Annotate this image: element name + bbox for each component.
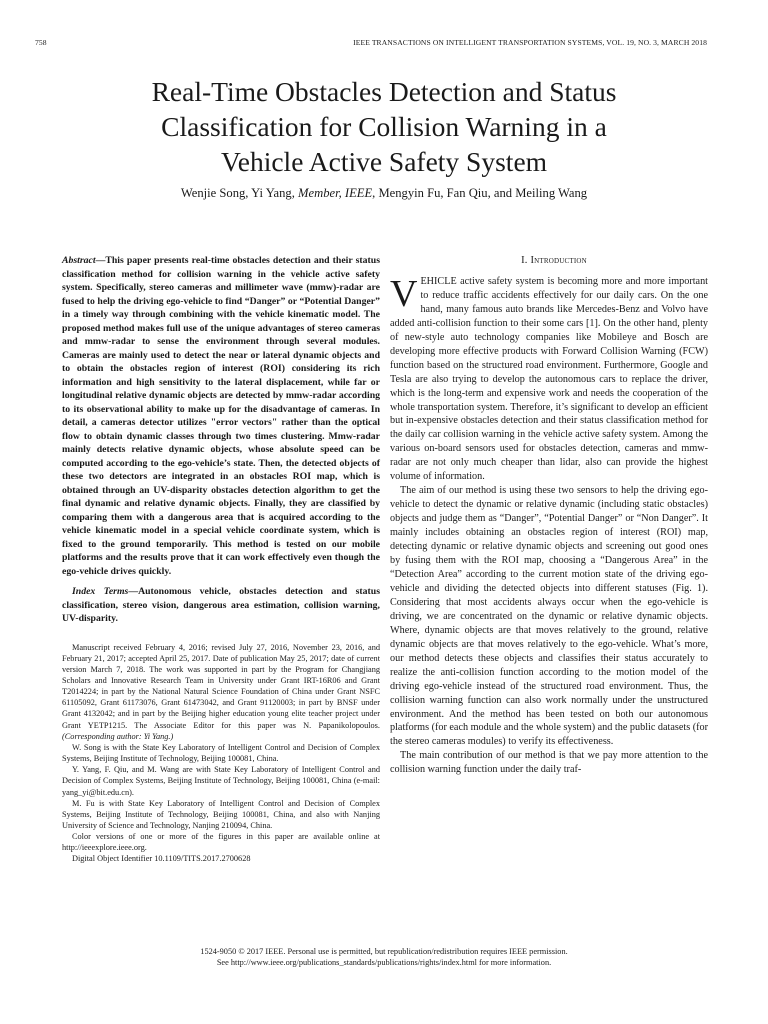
intro-paragraph: The main contribution of our method is that we pay more attention to the collision warning function under the daily traf- <box>390 750 708 776</box>
affiliation-note: Y. Yang, F. Qiu, and M. Wang are with State Key Laboratory of Intelligent Control and Decision of Complex Systems, Beijing Institute of Technology, Beijing 100081, China (e-mail: yang_yi@bit.edu.cn). <box>62 765 380 797</box>
abstract <box>62 254 380 578</box>
section-numeral: I. <box>521 255 531 266</box>
index-terms-text: —Autonomous vehicle, obstacles detection and status classification, stereo vision, dangerous area estimation, collision warning, UV-disparity. <box>62 586 381 624</box>
corresponding-author: (Corresponding author: Yi Yang.) <box>62 731 174 741</box>
title-line: Real-Time Obstacles Detection and Status <box>151 76 617 107</box>
manuscript-text: Manuscript received February 4, 2016; revised July 27, 2016, November 23, 2016, and February 21, 2017; accepted April 25, 2017. Date of publication May 25, 2017; date of current version March 7, 2018. The work was supported in part by the Program for Changjiang Scholars and Innovative Research Team in University under Grant IRT-16R06 and Grant T2014224; in part by the National Natural Science Foundation of China under Grant NSFC 61105092, Grant 61173076, Grant 61473042, and Grant 91120003; in part by BNSF under Grant 4132042; and in part by the Beijing higher education young elite teacher project under Grant YETP1215. The Associate Editor for this paper was N. Papanikolopoulos. <box>62 642 380 730</box>
copyright-notice <box>40 946 728 968</box>
intro-paragraph: The aim of our method is using these two sensors to help the driving ego-vehicle to detect the dynamic or relative dynamic (including static obstacles) objects and judge them as “Danger”, “Potential Danger” or “Non Danger”. It mainly includes obtaining an obstacles region of interest (ROI) map, detecting dynamic or relative dynamic objects and screening out good ones by fusing them with the ROI map, choosing a “Dangerous Area” in the “Detection Area” according to the current motion state of the driving ego-vehicle and dividing the detected objects into different statuses (Fig. 1). Considering that most accidents always occur when the ego-vehicle is driving, we are concentrated on the dynamic or relative dynamic objects. Where, dynamic objects are that moves relatively to the ground, relative dynamic objects are that moves relatively to the ego-vehicle. What’s more, our method detects these objects and classifies their status accurately to realize the anti-collision function according to the motion model of the driving ego-vehicle instead of the structured road environment. Thus, the collision warning function can also work normally under the unstructured environment. And the method has been tested on both our autonomous platforms (for each module and the whole system) and the public datasets (for the stereo cameras modules) to verify its effectiveness. <box>390 485 708 748</box>
member-designation: Member, IEEE <box>298 186 373 200</box>
doi-note: Digital Object Identifier 10.1109/TITS.2017.2700628 <box>72 854 251 864</box>
page-number: 758 <box>35 38 47 47</box>
abstract-label: Abstract <box>62 255 96 266</box>
title-line: Vehicle Active Safety System <box>220 146 548 177</box>
left-column <box>62 254 380 865</box>
authors-text: , Mengyin Fu, Fan Qiu, and Meiling Wang <box>372 186 588 200</box>
authors-text: Wenjie Song, Yi Yang, <box>180 186 299 200</box>
section-title: Introduction <box>530 255 587 266</box>
manuscript-note <box>62 642 380 742</box>
index-terms-label: Index Terms <box>72 586 129 597</box>
affiliation-note: W. Song is with the State Key Laboratory of Intelligent Control and Decision of Complex Systems, Beijing Institute of Technology, Beijing 100081, China. <box>62 742 380 764</box>
copyright-line: 1524-9050 © 2017 IEEE. Personal use is permitted, but republication/redistribution requires IEEE permission. <box>200 947 568 956</box>
index-terms <box>62 585 380 626</box>
right-column <box>390 254 708 777</box>
copyright-line: See http://www.ieee.org/publications_standards/publications/rights/index.html for more information. <box>216 958 552 967</box>
affiliation-note: M. Fu is with State Key Laboratory of Intelligent Control and Decision of Complex Systems, Beijing Institute of Technology, Beijing 100081, China, and also with Nanjing University of Science and Technology, Nanjing 210094, China. <box>62 798 380 830</box>
drop-cap: V <box>390 272 418 315</box>
author-list <box>40 186 728 201</box>
journal-name: IEEE TRANSACTIONS ON INTELLIGENT TRANSPORTATION SYSTEMS, VOL. 19, NO. 3, MARCH 2018 <box>353 38 707 47</box>
footnotes <box>62 642 380 865</box>
section-heading <box>390 254 708 268</box>
intro-paragraph <box>390 272 708 484</box>
color-note: Color versions of one or more of the figures in this paper are available online at http://ieeexplore.ieee.org. <box>62 832 380 853</box>
paragraph-text: EHICLE active safety system is becoming more and more important to reduce traffic accidents effectively for our daily cars. On the one hand, many famous auto brands like Mercedes-Benz and Volvo have added anti-collision function to their some cars [1]. On the other hand, plenty of new-style auto technology companies like Mobileye and Bosch are developing more effective products with Forward Collision Warning (FCW) function based on the structured road environment. Furthermore, Google and Tesla are also trying to develop the autonomous cars to replace the driver, which is the long-term and expensive work and needs the cooperation of the whole transportation system. Therefore, it’s significant to develop an efficient but in-expensive obstacles detection and their status classification method for the daily car collision warning in the vehicle active safety system. Among the various on-board sensors used for obstacles detection, cameras and mmw-radar are not only much cheaper than lidar, also can provide the highest volume of information. <box>390 275 708 483</box>
paper-title <box>60 74 708 179</box>
title-line: Classification for Collision Warning in a <box>161 111 607 142</box>
abstract-text: —This paper presents real-time obstacles detection and their status classification method for collision warning in the vehicle active safety system. Specifically, stereo cameras and millimeter wave (mmw)-radar are fused to help the driving ego-vehicle to find “Danger” or “Potential Danger” in a timely way through combining with the vehicle kinematic model. The proposed method makes full use of the unique advantages of stereo cameras and mmw-radar to sense the environment through several modules. Cameras are mainly used to detect the near or lateral dynamic objects and to obtain the obstacles region of interest (ROI) considering its rich information and high sensitivity to the lateral displacement, while far or longitudinal relative dynamic objects are detected by mmw-radar according to its observational ability to make up for the disadvantage of cameras. In detail, a cameras detector utilizes "error vectors" rather than the optical flow to obtain dynamic classes through two times clustering. Mmw-radar mainly detects relative dynamic objects, whose absolute speed can be computed according to the ego-vehicle’s state. Then, the detected objects of these two detectors are integrated in an obstacles ROI map, which is obtained through an UV-disparity obstacles detection algorithm to get the final dynamic and relative dynamic objects. Finally, they are classified by comparing them with a dangerous area that is acquired according to the vehicle kinematic model in a special vehicle coordinate system, which is fixed to the ground temporarily. This method is tested on our mobile platforms and the results prove that it can work effectively even though the ego-vehicle drives quickly. <box>62 255 380 577</box>
